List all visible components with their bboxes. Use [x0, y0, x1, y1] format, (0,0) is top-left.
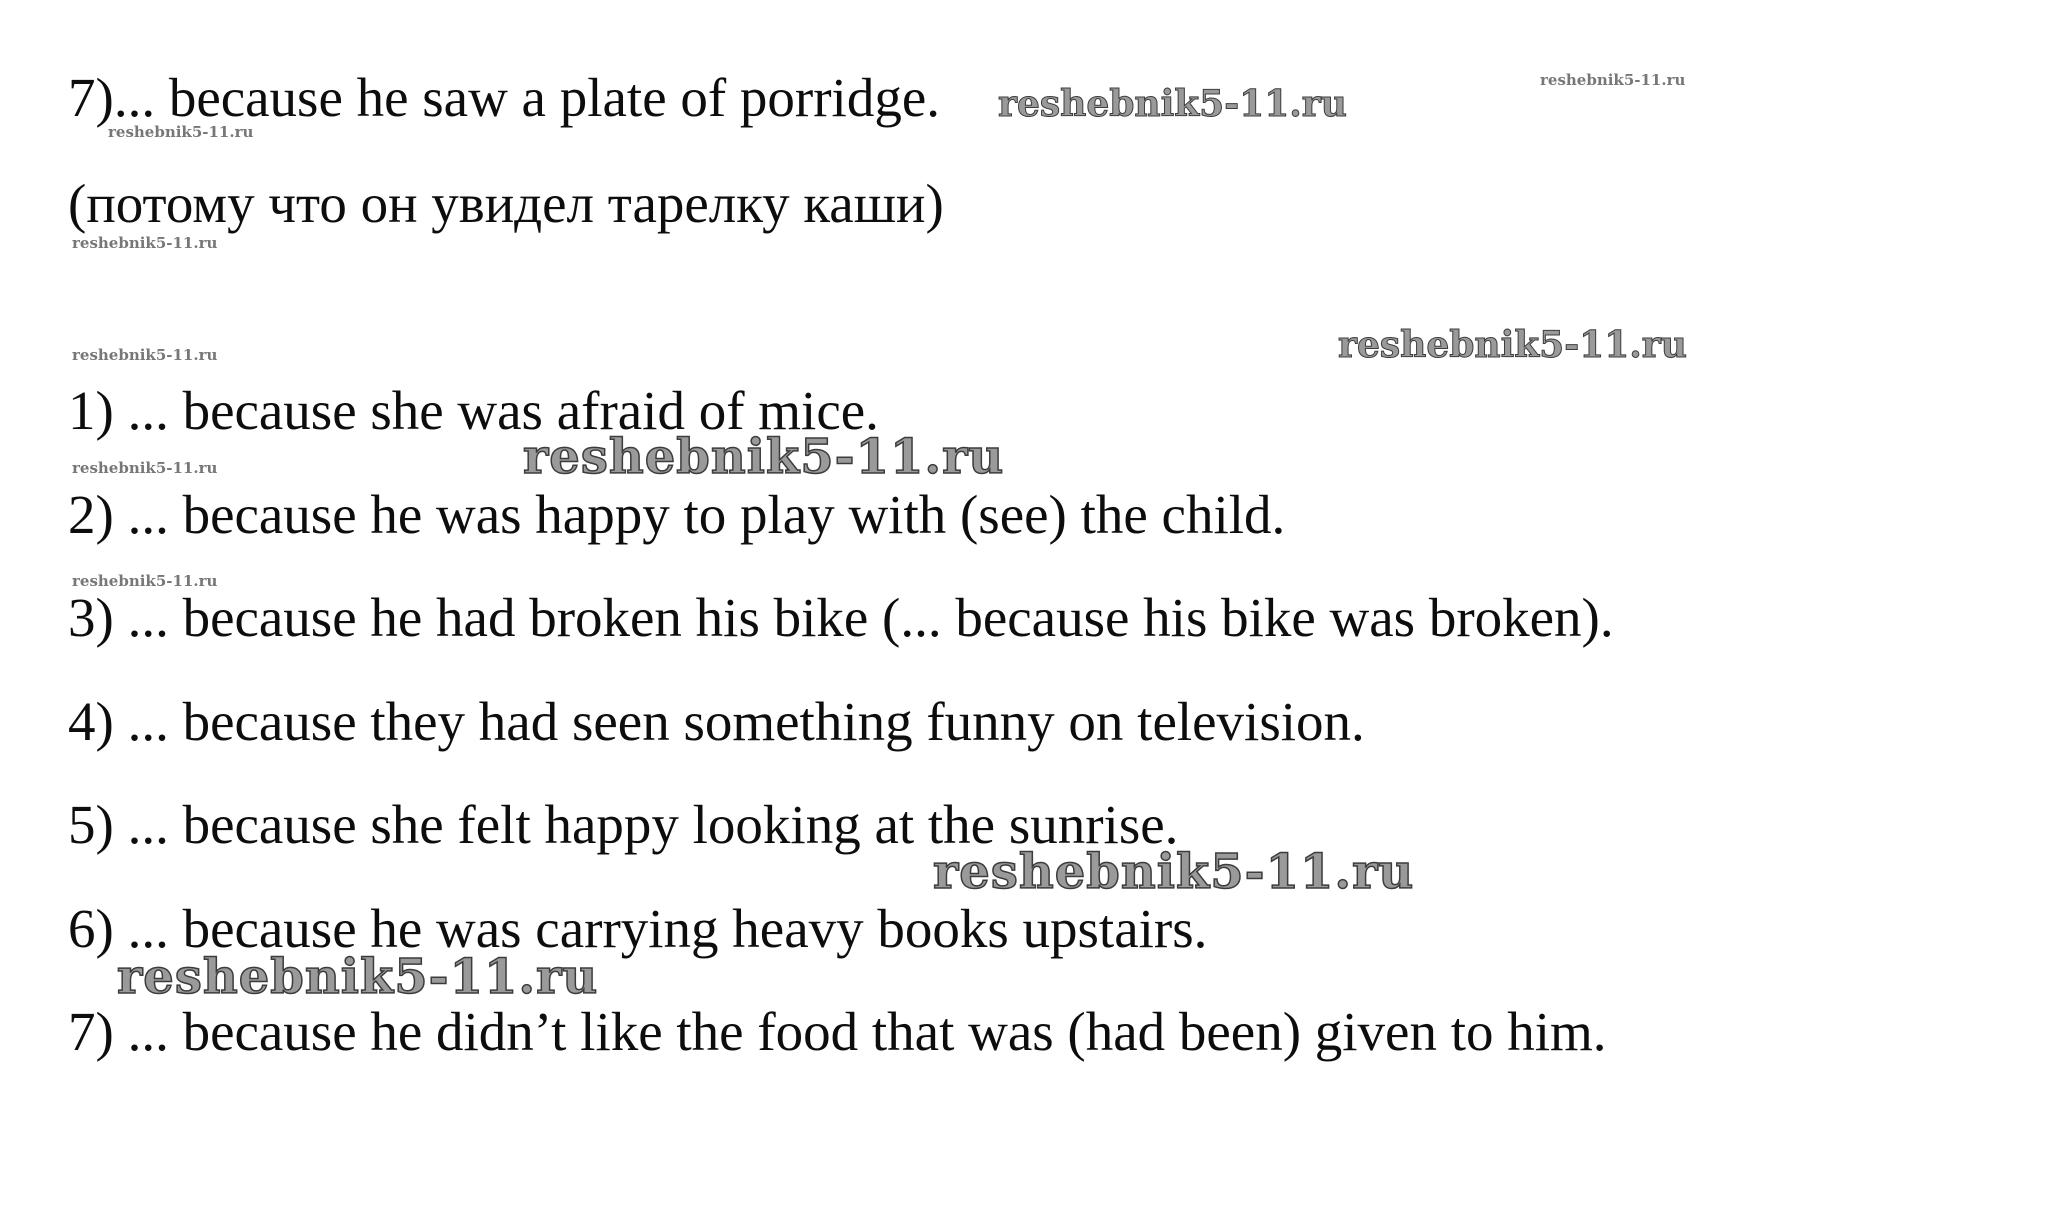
- intro-translation: (потому что он увидел тарелку каши): [68, 173, 944, 234]
- watermark: reshebnik5-11.ru: [1540, 71, 1686, 89]
- watermark: reshebnik5-11.ru: [933, 844, 1415, 900]
- watermark: reshebnik5-11.ru: [72, 572, 218, 590]
- answer-6: 6) ... because he was carrying heavy books upstairs.: [68, 898, 1208, 959]
- watermark: reshebnik5-11.ru: [108, 123, 254, 141]
- answer-1: 1) ... because she was afraid of mice.: [68, 380, 879, 441]
- answer-2: 2) ... because he was happy to play with (see) the child.: [68, 484, 1286, 545]
- answer-7: 7) ... because he didn’t like the food that was (had been) given to him.: [68, 1001, 1607, 1062]
- watermark: reshebnik5-11.ru: [72, 459, 218, 477]
- watermark: reshebnik5-11.ru: [998, 83, 1347, 125]
- watermark: reshebnik5-11.ru: [1338, 324, 1687, 366]
- watermark: reshebnik5-11.ru: [117, 949, 599, 1005]
- intro-answer: 7)... because he saw a plate of porridge.: [68, 67, 940, 128]
- watermark: reshebnik5-11.ru: [523, 429, 1005, 485]
- watermark: reshebnik5-11.ru: [72, 234, 218, 252]
- watermark: reshebnik5-11.ru: [72, 346, 218, 364]
- answer-5: 5) ... because she felt happy looking at the sunrise.: [68, 794, 1179, 855]
- answer-3: 3) ... because he had broken his bike (... because his bike was broken).: [68, 587, 1614, 648]
- answer-4: 4) ... because they had seen something funny on television.: [68, 691, 1365, 752]
